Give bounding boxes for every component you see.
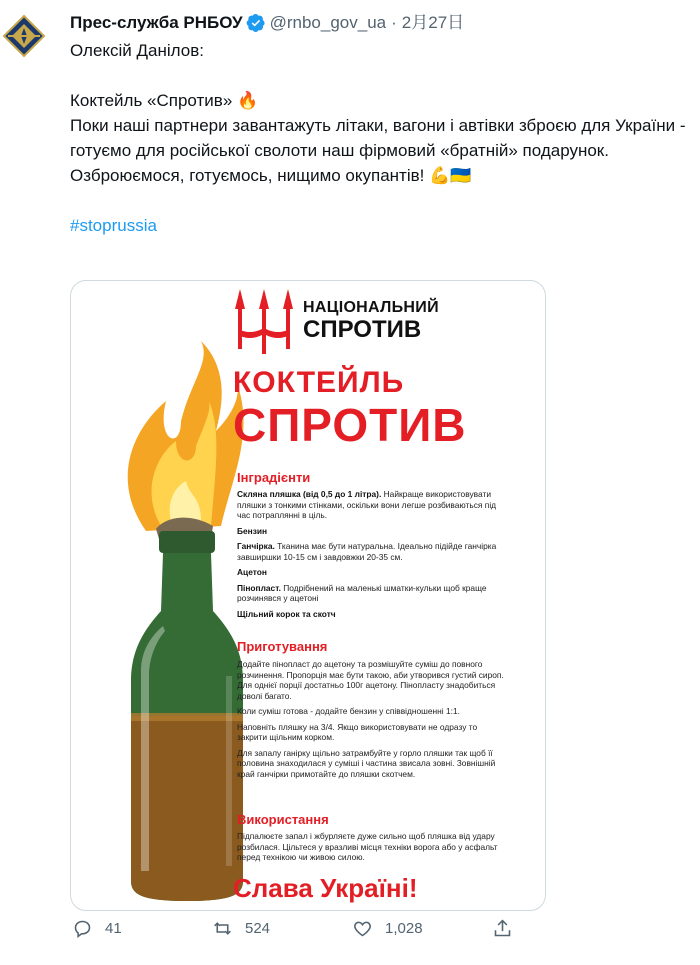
retweet-button[interactable] xyxy=(212,918,352,939)
like-count: 1,028 xyxy=(385,920,423,937)
reply-count: 41 xyxy=(105,920,122,937)
ingredient-text: Тканина має бути натуральна. Ідеально підійде ганчірка завширшки 10-15 см і завдовжки 20-35 см. xyxy=(237,541,497,562)
reply-icon xyxy=(72,918,93,939)
preparation-list xyxy=(237,659,507,779)
tweet-text xyxy=(70,38,691,188)
tweet-line-call: Озброюємося, готуємось, нищимо окупантів! 💪🇺🇦 xyxy=(70,166,472,185)
ingredient-bold: Ацетон xyxy=(237,567,267,577)
tweet-date[interactable]: 2月27日 xyxy=(401,13,465,32)
author-name[interactable]: Прес-служба РНБОУ xyxy=(70,13,243,32)
like-button[interactable] xyxy=(352,918,492,939)
tweet-actions xyxy=(72,918,632,939)
poster-org-line1: НАЦІОНАЛЬНИЙ xyxy=(303,299,439,316)
prep-step: Додайте пінопласт до ацетону та розмішуйте суміш до повного розчинення. Пропорція має бути такою, аби утворився густий сироп. Для однієї порції достатньо 100г ацетону. Пінопласту знадобиться доволі багато. xyxy=(237,659,504,701)
poster-slogan: Слава Україні! xyxy=(233,873,418,903)
tweet-line-body: Поки наші партнери завантажуть літаки, вагони і автівки зброєю для України - готуємо для російської сволоти наш фірмовий «братній» подарунок. xyxy=(70,116,691,160)
ingredients-list xyxy=(237,489,507,619)
poster-title-line1: КОКТЕЙЛЬ xyxy=(233,366,405,399)
poster-image xyxy=(71,281,545,910)
hashtag-link[interactable]: #stoprussia xyxy=(70,216,157,235)
reply-button[interactable] xyxy=(72,918,212,939)
prep-step: Наповніть пляшку на 3/4. Якщо використовувати не одразу то закрити щільним корком. xyxy=(237,721,478,742)
prep-step: Коли суміш готова - додайте бензин у співвідношенні 1:1. xyxy=(237,706,460,716)
ingredient-bold: Пінопласт. xyxy=(237,582,281,593)
preparation-title: Приготування xyxy=(237,639,328,654)
retweet-icon xyxy=(212,918,233,939)
share-icon xyxy=(492,918,513,939)
retweet-count: 524 xyxy=(245,920,271,937)
tweet-line-title: Коктейль «Спротив» 🔥 xyxy=(70,91,259,110)
tweet-media[interactable] xyxy=(70,280,546,911)
ingredients-title: Інградієнти xyxy=(237,470,311,485)
verified-badge-icon xyxy=(246,13,266,33)
separator-dot: · xyxy=(391,13,397,32)
ingredient-bold: Скляна пляшка (від 0,5 до 1 літра). xyxy=(237,489,382,499)
poster-title-line2: СПРОТИВ xyxy=(233,399,467,451)
heart-icon xyxy=(352,918,373,939)
tweet-line-speaker: Олексій Данілов: xyxy=(70,41,204,60)
poster-org-line2: СПРОТИВ xyxy=(303,316,422,343)
share-button[interactable] xyxy=(492,918,632,939)
trident-logo-icon xyxy=(234,289,294,359)
usage-text: Підпалюєте запал і жбурляєте дуже сильно щоб пляшка від удару розбилася. Цільтеся у вразливі місця техніки ворога або у асфальт перед технікою чи живою силою. xyxy=(237,831,498,862)
ingredient-text: Найкраще використовувати пляшки з тонкими стінками, оскільки вони легше розбиваються під час потраплянні в ціль. xyxy=(237,489,497,520)
prep-step: Для запалу ганірку щільно затрамбуйте у горло пляшки так щоб її половина знаходилася у суміші і частина звисала зовні. Зовнішній край ганчірки примотайте до пляшки скотчем. xyxy=(237,747,496,779)
usage-title: Використання xyxy=(237,812,329,827)
tweet-header xyxy=(70,10,686,36)
ingredient-text: Подрібнений на маленькі шматки-кульки щоб краще розчинявся у ацетоні xyxy=(237,582,487,603)
tweet xyxy=(70,10,691,903)
ingredient-bold: Ганчірка. xyxy=(237,541,275,551)
ingredient-bold: Бензин xyxy=(237,525,268,536)
avatar[interactable] xyxy=(0,8,48,72)
ingredient-bold: Щільний корок та скотч xyxy=(237,608,336,619)
author-handle[interactable]: @rnbo_gov_ua xyxy=(269,13,387,32)
